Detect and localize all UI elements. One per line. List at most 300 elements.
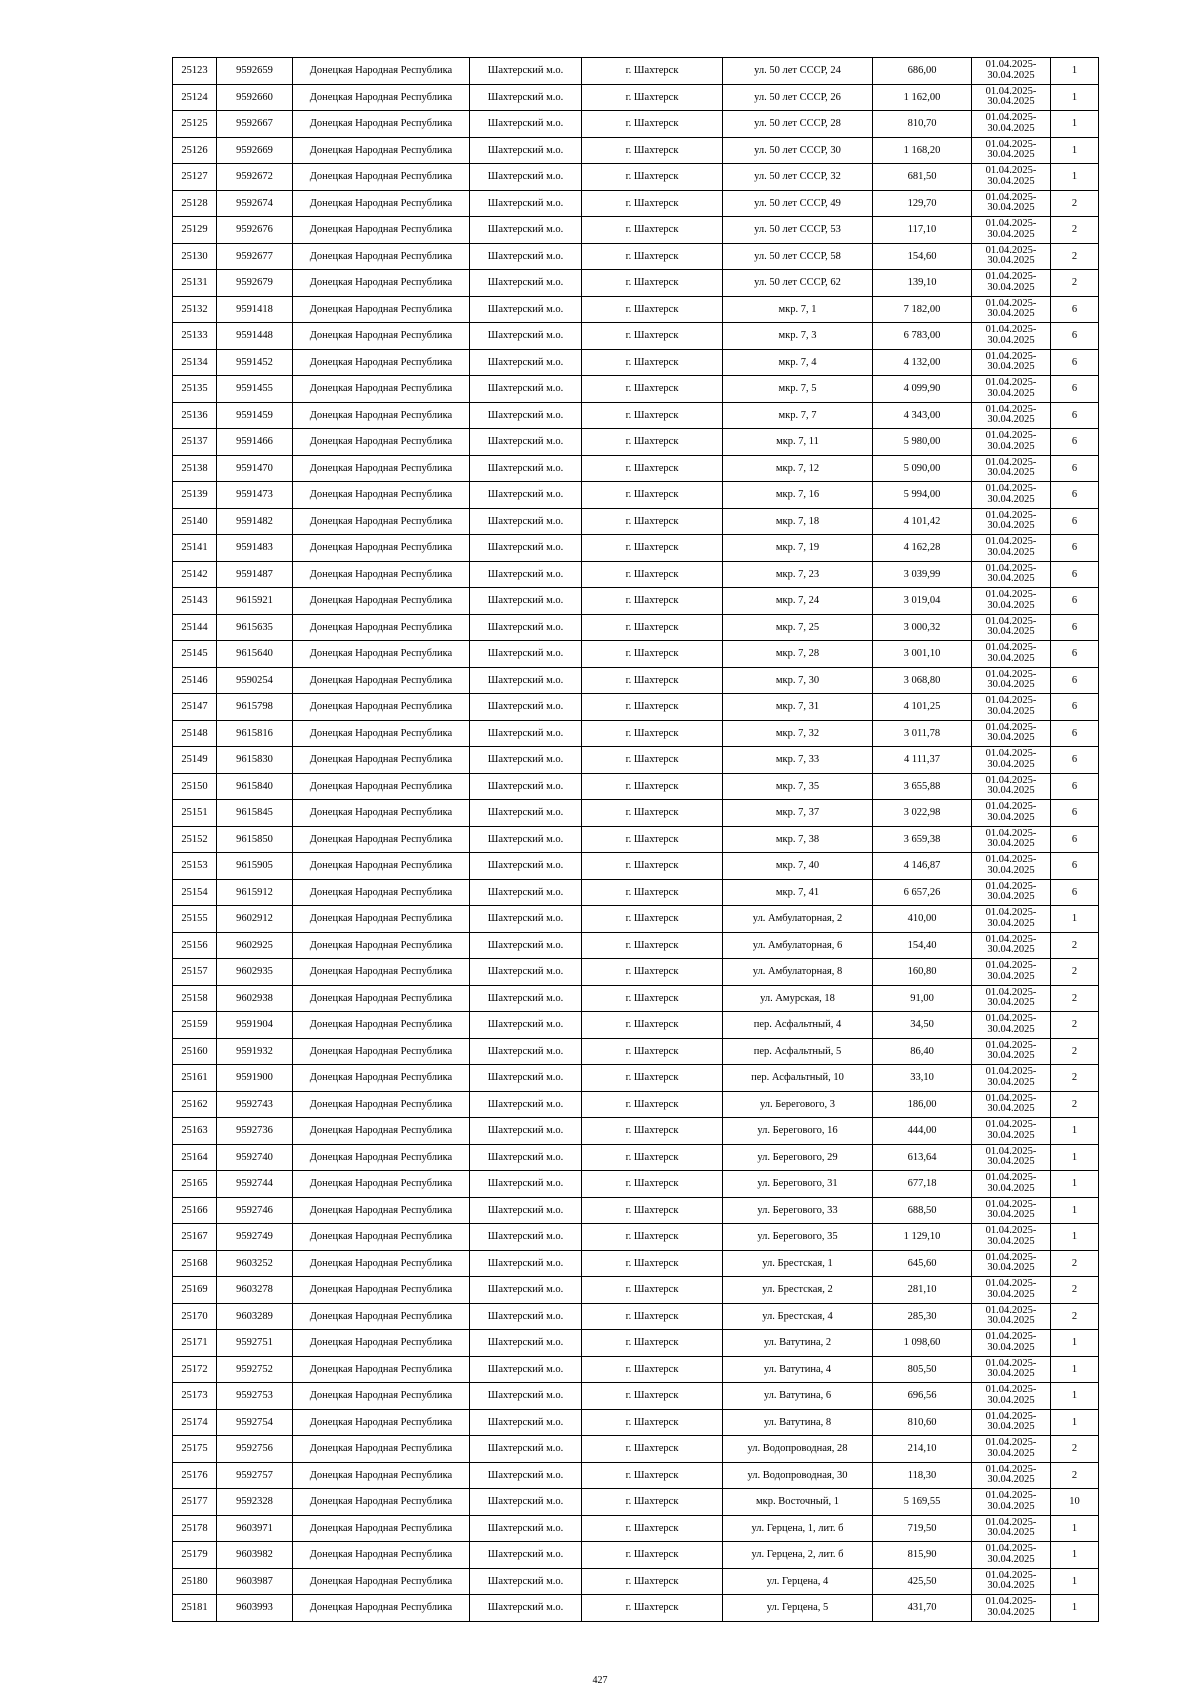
cell-period: 01.04.2025-30.04.2025 bbox=[972, 1091, 1051, 1118]
cell-object-id: 9615830 bbox=[217, 747, 293, 774]
table-row bbox=[173, 588, 1099, 615]
table-row bbox=[173, 1065, 1099, 1092]
cell-settlement: г. Шахтерск bbox=[582, 1330, 723, 1357]
table-row bbox=[173, 667, 1099, 694]
cell-municipality: Шахтерский м.о. bbox=[470, 1489, 582, 1516]
cell-row-number: 25161 bbox=[173, 1065, 217, 1092]
table-row bbox=[173, 1462, 1099, 1489]
cell-area: 4 162,28 bbox=[873, 535, 972, 562]
cell-area: 3 000,32 bbox=[873, 614, 972, 641]
cell-settlement: г. Шахтерск bbox=[582, 667, 723, 694]
cell-address: ул. Берегового, 3 bbox=[723, 1091, 873, 1118]
table-row bbox=[173, 217, 1099, 244]
cell-address: ул. Амбулаторная, 8 bbox=[723, 959, 873, 986]
cell-address: мкр. 7, 11 bbox=[723, 429, 873, 456]
cell-area: 4 101,42 bbox=[873, 508, 972, 535]
cell-category: 1 bbox=[1051, 1542, 1099, 1569]
table-row bbox=[173, 720, 1099, 747]
table-row bbox=[173, 243, 1099, 270]
cell-period: 01.04.2025-30.04.2025 bbox=[972, 323, 1051, 350]
cell-region: Донецкая Народная Республика bbox=[293, 1224, 470, 1251]
cell-region: Донецкая Народная Республика bbox=[293, 455, 470, 482]
cell-municipality: Шахтерский м.о. bbox=[470, 1091, 582, 1118]
cell-period: 01.04.2025-30.04.2025 bbox=[972, 1595, 1051, 1622]
cell-row-number: 25178 bbox=[173, 1515, 217, 1542]
cell-row-number: 25124 bbox=[173, 84, 217, 111]
cell-region: Донецкая Народная Республика bbox=[293, 1462, 470, 1489]
cell-period: 01.04.2025-30.04.2025 bbox=[972, 535, 1051, 562]
cell-settlement: г. Шахтерск bbox=[582, 402, 723, 429]
cell-object-id: 9591483 bbox=[217, 535, 293, 562]
table-row bbox=[173, 1224, 1099, 1251]
cell-address: мкр. Восточный, 1 bbox=[723, 1489, 873, 1516]
cell-row-number: 25132 bbox=[173, 296, 217, 323]
cell-municipality: Шахтерский м.о. bbox=[470, 111, 582, 138]
cell-category: 6 bbox=[1051, 402, 1099, 429]
cell-area: 5 169,55 bbox=[873, 1489, 972, 1516]
cell-row-number: 25174 bbox=[173, 1409, 217, 1436]
cell-category: 6 bbox=[1051, 323, 1099, 350]
cell-row-number: 25136 bbox=[173, 402, 217, 429]
cell-area: 3 011,78 bbox=[873, 720, 972, 747]
cell-area: 186,00 bbox=[873, 1091, 972, 1118]
cell-category: 2 bbox=[1051, 217, 1099, 244]
cell-area: 815,90 bbox=[873, 1542, 972, 1569]
cell-period: 01.04.2025-30.04.2025 bbox=[972, 1277, 1051, 1304]
cell-area: 3 001,10 bbox=[873, 641, 972, 668]
cell-object-id: 9591466 bbox=[217, 429, 293, 456]
cell-settlement: г. Шахтерск bbox=[582, 1568, 723, 1595]
table-row bbox=[173, 376, 1099, 403]
cell-period: 01.04.2025-30.04.2025 bbox=[972, 217, 1051, 244]
cell-object-id: 9615840 bbox=[217, 773, 293, 800]
cell-address: мкр. 7, 25 bbox=[723, 614, 873, 641]
cell-municipality: Шахтерский м.о. bbox=[470, 773, 582, 800]
table-row bbox=[173, 800, 1099, 827]
cell-municipality: Шахтерский м.о. bbox=[470, 1171, 582, 1198]
table-row bbox=[173, 429, 1099, 456]
cell-settlement: г. Шахтерск bbox=[582, 614, 723, 641]
table-row bbox=[173, 906, 1099, 933]
cell-municipality: Шахтерский м.о. bbox=[470, 561, 582, 588]
cell-object-id: 9615798 bbox=[217, 694, 293, 721]
cell-address: ул. Брестская, 1 bbox=[723, 1250, 873, 1277]
cell-settlement: г. Шахтерск bbox=[582, 137, 723, 164]
cell-row-number: 25146 bbox=[173, 667, 217, 694]
cell-region: Донецкая Народная Республика bbox=[293, 323, 470, 350]
cell-municipality: Шахтерский м.о. bbox=[470, 1356, 582, 1383]
cell-period: 01.04.2025-30.04.2025 bbox=[972, 1250, 1051, 1277]
cell-region: Донецкая Народная Республика bbox=[293, 826, 470, 853]
cell-region: Донецкая Народная Республика bbox=[293, 932, 470, 959]
cell-category: 1 bbox=[1051, 1383, 1099, 1410]
cell-area: 3 655,88 bbox=[873, 773, 972, 800]
cell-row-number: 25152 bbox=[173, 826, 217, 853]
cell-municipality: Шахтерский м.о. bbox=[470, 1118, 582, 1145]
cell-category: 6 bbox=[1051, 826, 1099, 853]
table-row bbox=[173, 164, 1099, 191]
cell-area: 4 099,90 bbox=[873, 376, 972, 403]
cell-area: 5 980,00 bbox=[873, 429, 972, 456]
cell-municipality: Шахтерский м.о. bbox=[470, 296, 582, 323]
cell-region: Донецкая Народная Республика bbox=[293, 1383, 470, 1410]
cell-region: Донецкая Народная Республика bbox=[293, 1012, 470, 1039]
cell-settlement: г. Шахтерск bbox=[582, 1515, 723, 1542]
cell-row-number: 25123 bbox=[173, 58, 217, 85]
cell-category: 1 bbox=[1051, 1171, 1099, 1198]
cell-area: 1 098,60 bbox=[873, 1330, 972, 1357]
cell-category: 6 bbox=[1051, 349, 1099, 376]
cell-municipality: Шахтерский м.о. bbox=[470, 932, 582, 959]
table-row bbox=[173, 694, 1099, 721]
cell-area: 118,30 bbox=[873, 1462, 972, 1489]
cell-municipality: Шахтерский м.о. bbox=[470, 747, 582, 774]
cell-municipality: Шахтерский м.о. bbox=[470, 402, 582, 429]
cell-object-id: 9603289 bbox=[217, 1303, 293, 1330]
cell-municipality: Шахтерский м.о. bbox=[470, 482, 582, 509]
cell-row-number: 25144 bbox=[173, 614, 217, 641]
cell-region: Донецкая Народная Республика bbox=[293, 270, 470, 297]
table-row bbox=[173, 747, 1099, 774]
cell-settlement: г. Шахтерск bbox=[582, 985, 723, 1012]
cell-address: мкр. 7, 41 bbox=[723, 879, 873, 906]
cell-row-number: 25153 bbox=[173, 853, 217, 880]
cell-region: Донецкая Народная Республика bbox=[293, 1515, 470, 1542]
cell-address: мкр. 7, 38 bbox=[723, 826, 873, 853]
table-row bbox=[173, 1091, 1099, 1118]
cell-area: 681,50 bbox=[873, 164, 972, 191]
cell-area: 4 101,25 bbox=[873, 694, 972, 721]
cell-object-id: 9592677 bbox=[217, 243, 293, 270]
cell-category: 1 bbox=[1051, 1409, 1099, 1436]
cell-object-id: 9592757 bbox=[217, 1462, 293, 1489]
cell-object-id: 9591459 bbox=[217, 402, 293, 429]
cell-category: 2 bbox=[1051, 1012, 1099, 1039]
cell-row-number: 25180 bbox=[173, 1568, 217, 1595]
cell-municipality: Шахтерский м.о. bbox=[470, 84, 582, 111]
cell-region: Донецкая Народная Республика bbox=[293, 164, 470, 191]
cell-settlement: г. Шахтерск bbox=[582, 694, 723, 721]
cell-category: 6 bbox=[1051, 641, 1099, 668]
cell-settlement: г. Шахтерск bbox=[582, 1038, 723, 1065]
cell-row-number: 25139 bbox=[173, 482, 217, 509]
table-row bbox=[173, 1171, 1099, 1198]
cell-municipality: Шахтерский м.о. bbox=[470, 1436, 582, 1463]
cell-row-number: 25171 bbox=[173, 1330, 217, 1357]
cell-row-number: 25181 bbox=[173, 1595, 217, 1622]
cell-address: ул. Герцена, 2, лит. б bbox=[723, 1542, 873, 1569]
cell-object-id: 9603987 bbox=[217, 1568, 293, 1595]
cell-area: 1 162,00 bbox=[873, 84, 972, 111]
cell-municipality: Шахтерский м.о. bbox=[470, 985, 582, 1012]
cell-row-number: 25134 bbox=[173, 349, 217, 376]
cell-object-id: 9592744 bbox=[217, 1171, 293, 1198]
cell-row-number: 25130 bbox=[173, 243, 217, 270]
cell-area: 425,50 bbox=[873, 1568, 972, 1595]
cell-region: Донецкая Народная Республика bbox=[293, 1303, 470, 1330]
cell-settlement: г. Шахтерск bbox=[582, 217, 723, 244]
cell-area: 5 090,00 bbox=[873, 455, 972, 482]
table-row bbox=[173, 402, 1099, 429]
table-row bbox=[173, 482, 1099, 509]
cell-area: 4 146,87 bbox=[873, 853, 972, 880]
table-row bbox=[173, 1595, 1099, 1622]
cell-address: ул. Берегового, 33 bbox=[723, 1197, 873, 1224]
cell-municipality: Шахтерский м.о. bbox=[470, 1515, 582, 1542]
cell-area: 91,00 bbox=[873, 985, 972, 1012]
cell-region: Донецкая Народная Республика bbox=[293, 535, 470, 562]
cell-category: 2 bbox=[1051, 1250, 1099, 1277]
cell-row-number: 25142 bbox=[173, 561, 217, 588]
cell-settlement: г. Шахтерск bbox=[582, 164, 723, 191]
cell-period: 01.04.2025-30.04.2025 bbox=[972, 826, 1051, 853]
cell-object-id: 9615635 bbox=[217, 614, 293, 641]
cell-category: 1 bbox=[1051, 1330, 1099, 1357]
cell-object-id: 9592667 bbox=[217, 111, 293, 138]
cell-municipality: Шахтерский м.о. bbox=[470, 270, 582, 297]
cell-municipality: Шахтерский м.о. bbox=[470, 959, 582, 986]
cell-address: пер. Асфальтный, 5 bbox=[723, 1038, 873, 1065]
table-row bbox=[173, 1542, 1099, 1569]
cell-address: мкр. 7, 4 bbox=[723, 349, 873, 376]
cell-municipality: Шахтерский м.о. bbox=[470, 323, 582, 350]
cell-period: 01.04.2025-30.04.2025 bbox=[972, 429, 1051, 456]
cell-area: 4 111,37 bbox=[873, 747, 972, 774]
cell-period: 01.04.2025-30.04.2025 bbox=[972, 58, 1051, 85]
cell-object-id: 9591455 bbox=[217, 376, 293, 403]
cell-region: Донецкая Народная Республика bbox=[293, 429, 470, 456]
cell-region: Донецкая Народная Республика bbox=[293, 482, 470, 509]
cell-municipality: Шахтерский м.о. bbox=[470, 508, 582, 535]
cell-object-id: 9615912 bbox=[217, 879, 293, 906]
cell-category: 10 bbox=[1051, 1489, 1099, 1516]
cell-row-number: 25163 bbox=[173, 1118, 217, 1145]
cell-category: 6 bbox=[1051, 667, 1099, 694]
cell-row-number: 25145 bbox=[173, 641, 217, 668]
cell-settlement: г. Шахтерск bbox=[582, 1091, 723, 1118]
cell-object-id: 9603982 bbox=[217, 1542, 293, 1569]
table-row bbox=[173, 1303, 1099, 1330]
cell-object-id: 9592328 bbox=[217, 1489, 293, 1516]
cell-category: 1 bbox=[1051, 137, 1099, 164]
cell-settlement: г. Шахтерск bbox=[582, 455, 723, 482]
cell-category: 6 bbox=[1051, 376, 1099, 403]
cell-category: 1 bbox=[1051, 164, 1099, 191]
cell-row-number: 25143 bbox=[173, 588, 217, 615]
cell-row-number: 25131 bbox=[173, 270, 217, 297]
cell-object-id: 9592660 bbox=[217, 84, 293, 111]
cell-period: 01.04.2025-30.04.2025 bbox=[972, 1171, 1051, 1198]
cell-region: Донецкая Народная Республика bbox=[293, 402, 470, 429]
cell-period: 01.04.2025-30.04.2025 bbox=[972, 906, 1051, 933]
cell-settlement: г. Шахтерск bbox=[582, 773, 723, 800]
cell-category: 6 bbox=[1051, 296, 1099, 323]
cell-region: Донецкая Народная Республика bbox=[293, 1250, 470, 1277]
cell-period: 01.04.2025-30.04.2025 bbox=[972, 1144, 1051, 1171]
cell-settlement: г. Шахтерск bbox=[582, 1197, 723, 1224]
cell-settlement: г. Шахтерск bbox=[582, 879, 723, 906]
table-row bbox=[173, 1277, 1099, 1304]
cell-address: ул. Берегового, 35 bbox=[723, 1224, 873, 1251]
cell-region: Донецкая Народная Республика bbox=[293, 296, 470, 323]
cell-settlement: г. Шахтерск bbox=[582, 376, 723, 403]
cell-address: ул. 50 лет СССР, 53 bbox=[723, 217, 873, 244]
cell-category: 6 bbox=[1051, 455, 1099, 482]
cell-row-number: 25138 bbox=[173, 455, 217, 482]
cell-category: 2 bbox=[1051, 243, 1099, 270]
table-row bbox=[173, 1436, 1099, 1463]
cell-object-id: 9592669 bbox=[217, 137, 293, 164]
cell-region: Донецкая Народная Республика bbox=[293, 1144, 470, 1171]
cell-address: мкр. 7, 5 bbox=[723, 376, 873, 403]
cell-settlement: г. Шахтерск bbox=[582, 1171, 723, 1198]
cell-row-number: 25155 bbox=[173, 906, 217, 933]
cell-municipality: Шахтерский м.о. bbox=[470, 1250, 582, 1277]
cell-category: 2 bbox=[1051, 190, 1099, 217]
cell-address: ул. Герцена, 4 bbox=[723, 1568, 873, 1595]
cell-settlement: г. Шахтерск bbox=[582, 1436, 723, 1463]
cell-period: 01.04.2025-30.04.2025 bbox=[972, 508, 1051, 535]
cell-address: ул. Водопроводная, 30 bbox=[723, 1462, 873, 1489]
cell-category: 2 bbox=[1051, 1065, 1099, 1092]
cell-settlement: г. Шахтерск bbox=[582, 58, 723, 85]
cell-area: 3 022,98 bbox=[873, 800, 972, 827]
cell-object-id: 9591448 bbox=[217, 323, 293, 350]
cell-row-number: 25137 bbox=[173, 429, 217, 456]
cell-settlement: г. Шахтерск bbox=[582, 1542, 723, 1569]
cell-address: ул. Амурская, 18 bbox=[723, 985, 873, 1012]
cell-address: мкр. 7, 19 bbox=[723, 535, 873, 562]
cell-period: 01.04.2025-30.04.2025 bbox=[972, 137, 1051, 164]
table-row bbox=[173, 985, 1099, 1012]
cell-address: ул. 50 лет СССР, 24 bbox=[723, 58, 873, 85]
cell-region: Донецкая Народная Республика bbox=[293, 720, 470, 747]
cell-settlement: г. Шахтерск bbox=[582, 190, 723, 217]
cell-area: 613,64 bbox=[873, 1144, 972, 1171]
cell-period: 01.04.2025-30.04.2025 bbox=[972, 455, 1051, 482]
cell-category: 6 bbox=[1051, 694, 1099, 721]
cell-region: Донецкая Народная Республика bbox=[293, 1065, 470, 1092]
cell-row-number: 25173 bbox=[173, 1383, 217, 1410]
cell-municipality: Шахтерский м.о. bbox=[470, 694, 582, 721]
cell-row-number: 25141 bbox=[173, 535, 217, 562]
cell-settlement: г. Шахтерск bbox=[582, 1277, 723, 1304]
cell-region: Донецкая Народная Республика bbox=[293, 1409, 470, 1436]
cell-object-id: 9602935 bbox=[217, 959, 293, 986]
cell-region: Донецкая Народная Республика bbox=[293, 906, 470, 933]
cell-category: 2 bbox=[1051, 1462, 1099, 1489]
cell-row-number: 25157 bbox=[173, 959, 217, 986]
table-row bbox=[173, 1409, 1099, 1436]
cell-municipality: Шахтерский м.о. bbox=[470, 1277, 582, 1304]
cell-settlement: г. Шахтерск bbox=[582, 243, 723, 270]
cell-address: мкр. 7, 3 bbox=[723, 323, 873, 350]
table-row bbox=[173, 111, 1099, 138]
cell-area: 86,40 bbox=[873, 1038, 972, 1065]
cell-category: 1 bbox=[1051, 1356, 1099, 1383]
cell-row-number: 25126 bbox=[173, 137, 217, 164]
registry-table-body bbox=[173, 58, 1099, 1622]
cell-category: 6 bbox=[1051, 535, 1099, 562]
cell-region: Донецкая Народная Республика bbox=[293, 667, 470, 694]
table-row bbox=[173, 508, 1099, 535]
cell-period: 01.04.2025-30.04.2025 bbox=[972, 1462, 1051, 1489]
cell-settlement: г. Шахтерск bbox=[582, 1118, 723, 1145]
cell-period: 01.04.2025-30.04.2025 bbox=[972, 243, 1051, 270]
cell-category: 2 bbox=[1051, 1303, 1099, 1330]
cell-period: 01.04.2025-30.04.2025 bbox=[972, 1038, 1051, 1065]
table-row bbox=[173, 826, 1099, 853]
cell-municipality: Шахтерский м.о. bbox=[470, 614, 582, 641]
cell-area: 696,56 bbox=[873, 1383, 972, 1410]
cell-period: 01.04.2025-30.04.2025 bbox=[972, 932, 1051, 959]
cell-municipality: Шахтерский м.о. bbox=[470, 720, 582, 747]
cell-region: Донецкая Народная Республика bbox=[293, 985, 470, 1012]
cell-region: Донецкая Народная Республика bbox=[293, 58, 470, 85]
cell-settlement: г. Шахтерск bbox=[582, 561, 723, 588]
cell-period: 01.04.2025-30.04.2025 bbox=[972, 694, 1051, 721]
cell-object-id: 9591418 bbox=[217, 296, 293, 323]
cell-address: ул. 50 лет СССР, 58 bbox=[723, 243, 873, 270]
cell-period: 01.04.2025-30.04.2025 bbox=[972, 1515, 1051, 1542]
cell-address: ул. 50 лет СССР, 26 bbox=[723, 84, 873, 111]
table-row bbox=[173, 773, 1099, 800]
cell-region: Донецкая Народная Республика bbox=[293, 1277, 470, 1304]
cell-settlement: г. Шахтерск bbox=[582, 853, 723, 880]
cell-municipality: Шахтерский м.о. bbox=[470, 1065, 582, 1092]
cell-object-id: 9592749 bbox=[217, 1224, 293, 1251]
cell-area: 410,00 bbox=[873, 906, 972, 933]
cell-category: 6 bbox=[1051, 773, 1099, 800]
cell-area: 810,70 bbox=[873, 111, 972, 138]
cell-municipality: Шахтерский м.о. bbox=[470, 58, 582, 85]
table-row bbox=[173, 535, 1099, 562]
cell-row-number: 25156 bbox=[173, 932, 217, 959]
cell-address: мкр. 7, 23 bbox=[723, 561, 873, 588]
cell-category: 6 bbox=[1051, 561, 1099, 588]
cell-object-id: 9591473 bbox=[217, 482, 293, 509]
cell-region: Донецкая Народная Республика bbox=[293, 1356, 470, 1383]
cell-region: Донецкая Народная Республика bbox=[293, 137, 470, 164]
table-row bbox=[173, 1568, 1099, 1595]
cell-category: 2 bbox=[1051, 932, 1099, 959]
cell-municipality: Шахтерский м.о. bbox=[470, 1224, 582, 1251]
cell-region: Донецкая Народная Республика bbox=[293, 1171, 470, 1198]
table-row bbox=[173, 296, 1099, 323]
cell-settlement: г. Шахтерск bbox=[582, 1250, 723, 1277]
cell-settlement: г. Шахтерск bbox=[582, 349, 723, 376]
cell-address: ул. 50 лет СССР, 32 bbox=[723, 164, 873, 191]
cell-row-number: 25164 bbox=[173, 1144, 217, 1171]
cell-region: Донецкая Народная Республика bbox=[293, 217, 470, 244]
cell-region: Донецкая Народная Республика bbox=[293, 614, 470, 641]
cell-row-number: 25135 bbox=[173, 376, 217, 403]
cell-category: 1 bbox=[1051, 1515, 1099, 1542]
cell-period: 01.04.2025-30.04.2025 bbox=[972, 84, 1051, 111]
table-row bbox=[173, 1330, 1099, 1357]
cell-object-id: 9592674 bbox=[217, 190, 293, 217]
cell-address: пер. Асфальтный, 4 bbox=[723, 1012, 873, 1039]
cell-municipality: Шахтерский м.о. bbox=[470, 243, 582, 270]
cell-area: 129,70 bbox=[873, 190, 972, 217]
cell-period: 01.04.2025-30.04.2025 bbox=[972, 1356, 1051, 1383]
cell-row-number: 25176 bbox=[173, 1462, 217, 1489]
cell-region: Донецкая Народная Республика bbox=[293, 588, 470, 615]
cell-category: 2 bbox=[1051, 1436, 1099, 1463]
cell-settlement: г. Шахтерск bbox=[582, 111, 723, 138]
cell-settlement: г. Шахтерск bbox=[582, 826, 723, 853]
cell-area: 34,50 bbox=[873, 1012, 972, 1039]
